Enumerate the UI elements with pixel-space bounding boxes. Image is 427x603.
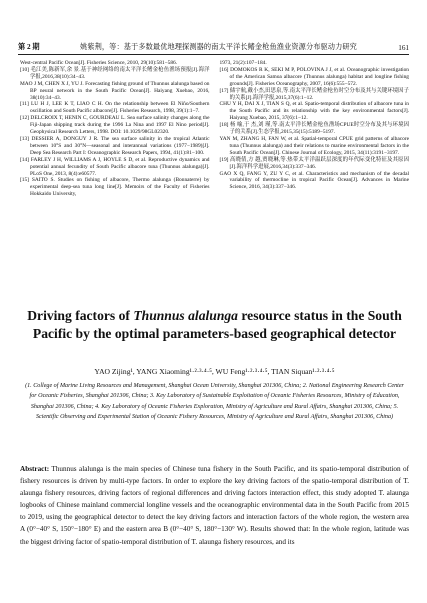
reference-entry: GAO X Q, FANG Y, ZU Y C, et al. Characteristics and mechanism of the decadal variability of thermocline in tropical Pacific Ocean[J]. Advances in Marine Science, 2016, 34(3):337−346. bbox=[219, 170, 409, 191]
reference-entry: [16] DOMOKOS R K, SEKI M P, POLOVINA J J, et al. Oceanographic investigation of the American Samoa albacore (Thunnus alalunga) habitat and longline fishing grounds[J]. Fisheries Oceanography, 2007, 16(6):555−572. bbox=[219, 66, 409, 87]
reference-entry: [12] DELCROIX T, HENIN C, GOURDEAU L. Sea surface salinity changes along the Fiji-Japan shipping track during the 1996 La Nina and 1997 El Nino period[J]. Geophysical Research Letters, 1998. DOI: 10.1029/98GL02320. bbox=[20, 115, 210, 136]
reference-column-right bbox=[220, 60, 410, 198]
abstract bbox=[20, 463, 409, 548]
reference-entry: CHU Y H, DAI X J, TIAN S Q, et al. Spatio-temporal distribution of albacore tuna in the South Pacific and its relationship with the key environmental factors[J]. Haiyang Xuebao, 2015, 37(6):1−12. bbox=[219, 101, 409, 122]
reference-entry: [14] FARLEY J H, WILLIAMS A J, HOYLE S D, et al. Reproductive dynamics and potential annual fecundity of South Pacific albacore tuna (Thunnus alalunga)[J]. PLoS One, 2013, 8(4):e60577. bbox=[20, 156, 210, 177]
reference-entry: [19] 高晓倩,方 越,贾晓琳,等.热带太平洋温跃层深度的年代际变化特征及其原因[J].海洋科学进展,2016,34(3):337−346. bbox=[219, 156, 409, 170]
reference-entry: 1973, 21(2):107−184. bbox=[219, 60, 267, 66]
reference-entry: [18] 杨 喻,于 杰,刘 瑾,等.南太平洋长鳍金枪鱼渔场CPUE时空分布及其与环境因子的关系[J].生态学报,2015,35(15):5189−5197. bbox=[219, 122, 409, 136]
reference-entry: [17] 储宇航,戴小杰,田思泉,等.南太平洋长鳍金枪鱼时空分布及其与关键环境因子的关系[J].海洋学报,2015,37(6):1−12. bbox=[219, 87, 409, 101]
reference-list bbox=[20, 60, 409, 198]
running-header bbox=[18, 40, 409, 55]
title-prefix: Driving factors of bbox=[27, 308, 134, 323]
reference-entry: [15] SAITO S. Studies on fishing of albacore, Thermo alalunga (Bonnaterre) by experimental deep-sea tuna long line[J]. Memoirs of the Faculty of Fisheries Hokkaido University, bbox=[20, 177, 210, 198]
reference-column-left bbox=[20, 60, 210, 198]
reference-entry: YAN M, ZHANG H, FAN W, et al. Spatial-temporal CPUE grid patterns of albacore tuna (Thunnus alalunga) and their relations to marine environmental factors in the South Pacific Ocean[J]. Chinese Journal of Ecology, 2015, 34(11):3191−3197. bbox=[219, 135, 409, 156]
running-title: 姚紫荆，等：基于多数最优地理探测器的南太平洋长鳍金枪鱼渔业资源分布驱动力研究 bbox=[80, 43, 357, 51]
abstract-label: Abstract: bbox=[20, 465, 50, 473]
reference-entry: MAO J M, CHEN X J, YU J. Forecasting fishing ground of Thunnus alalunga based on BP neural network in the South Pacific Ocean[J]. Haiyang Xuebao, 2016, 38(10):34−43. bbox=[20, 80, 210, 101]
affiliations: (1. College of Marine Living Resources and Management, Shanghai Ocean University, Shanghai 201306, China; 2. National Engineering Research Center for Oceanic Fisheries, Shanghai 201306, China; 3. Key Laboratory of Sustainable Exploitation of Oceanic Fisheries Resources, Ministry of Education, Shanghai 201306, China; 4. Key Laboratory of Oceanic Fisheries Exploration, Ministry of Agriculture and Rural Affairs, Shanghai 201306, China; 5. Scientific Observing and Experimental Station of Oceanic Fishery Resources, Ministry of Agriculture and Rural Affairs, Shanghai 201306, China) bbox=[25, 383, 404, 420]
page-number: 161 bbox=[398, 44, 409, 52]
title-species: Thunnus alalunga bbox=[133, 308, 238, 323]
paper-title bbox=[20, 307, 409, 343]
issue-label: 第 2 期 bbox=[18, 43, 40, 51]
title-suffix: resource status in the South Pacific by the optimal parameters-based geographical detector bbox=[32, 308, 402, 341]
abstract-text: Thunnus alalunga is the main species of Chinese tuna fishery in the South Pacific, and its spatio-temporal distribution of fishery resources is driven by multi-type factors. In order to explore the key driving factors of the spatio-temporal distribution of T. alaunga fishery resources, driving factors of regional differences and driving factors interaction effect, this study adopted T. alaunga logbooks of Chinese mainland commercial longline vessels and the oceanographic environmental data in the South Pacific from 2015 to 2019, using the geographical detector to detect the key driving factors and interaction factors of the whole region, the western area A (0°−40° S, 150°−180° E) and the eastern area B (0°−40° S, 180°−130° W). Results showed that: In the whole region, latitude was the biggest driving factor of spatio-temporal distribution of T. alaunga fishery resources, and its bbox=[20, 465, 409, 546]
reference-entry: [13] DESSIER A, DONGUY J R. The sea surface salinity in the tropical Atlantic between 10°S and 30°N—seasonal and interannual variations (1977−1989)[J]. Deep Sea Research Part I: Oceanographic Research Papers, 1994, 41(1):81−100. bbox=[20, 135, 210, 156]
reference-entry: West-central Pacific Ocean[J]. Fisheries Science, 2010, 29(10):581−586. bbox=[20, 60, 178, 66]
author-list: YAO Zijing¹, YANG Xiaoming¹·²·³·⁴·⁵, WU Feng¹·²·³·⁴·⁵, TIAN Siquan¹·²·³·⁴·⁵ bbox=[94, 367, 335, 376]
reference-entry: [11] LU H J, LEE K T, LIAO C H. On the relationship between El Niño/Southern oscillation and South Pacific albacore[J]. Fisheries Research, 1998, 39(1):1−7. bbox=[20, 101, 210, 115]
reference-entry: [10] 毛江美,陈新军,余 景.基于神经网络的南太平洋长鳍金枪鱼渔场预报[J].海洋学报,2016,38(10):34−43. bbox=[20, 66, 210, 80]
